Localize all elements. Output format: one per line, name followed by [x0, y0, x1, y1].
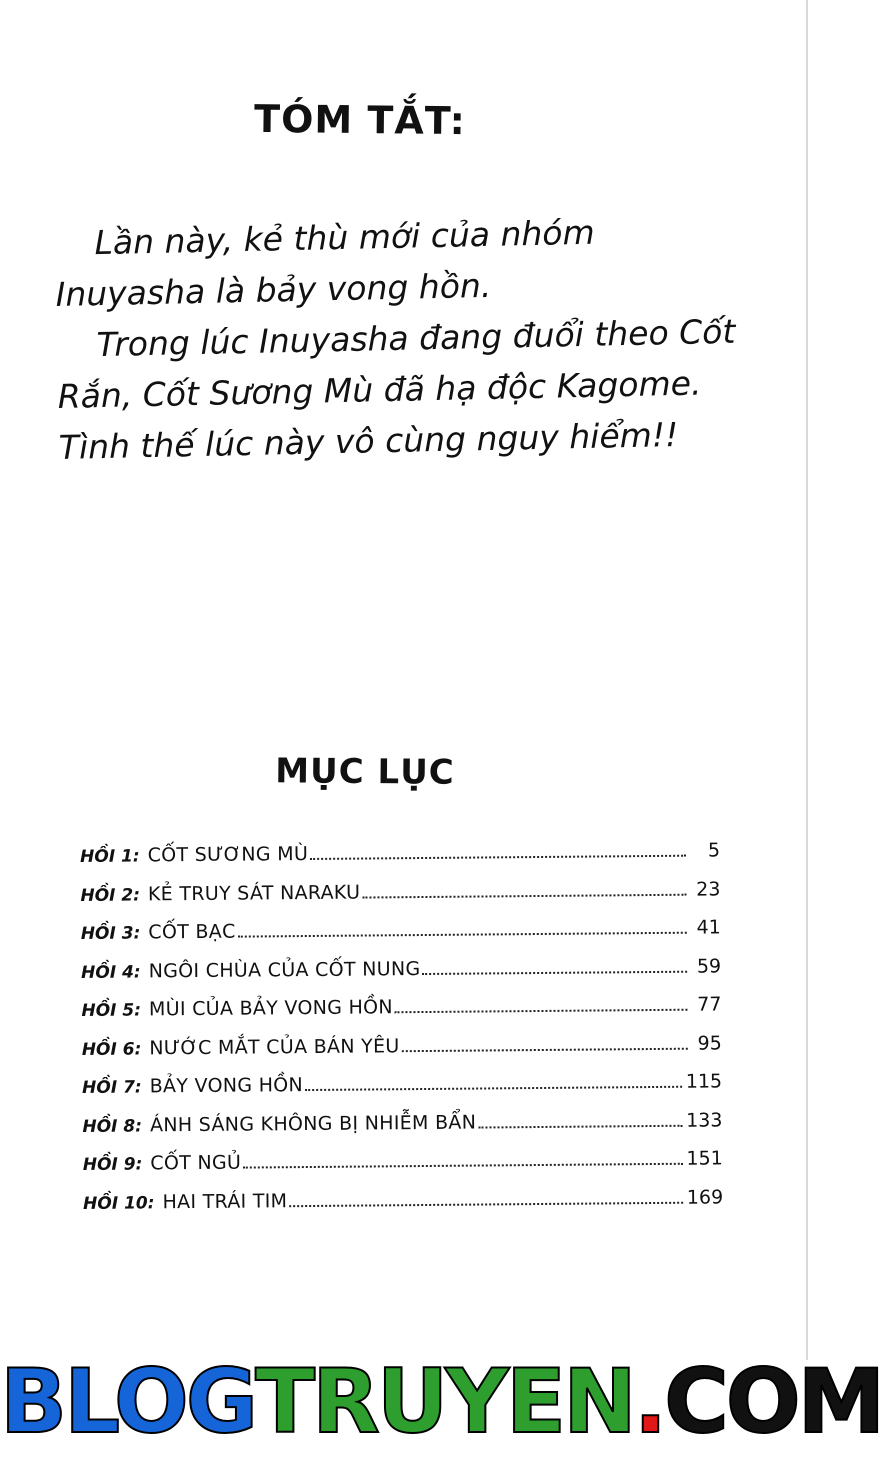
toc-entry-page: 5	[707, 839, 721, 862]
toc-entry-number: HỒI 4:	[81, 961, 141, 983]
toc-entry-title: NƯỚC MẮT CỦA BÁN YÊU	[149, 1034, 400, 1059]
toc-leader-dots	[243, 1163, 682, 1169]
watermark-dot: .	[633, 1350, 665, 1453]
toc-entry-page: 23	[696, 877, 721, 901]
toc-entry	[81, 993, 721, 1037]
toc-entry-page: 95	[697, 1031, 722, 1055]
toc-entry	[80, 839, 720, 883]
toc-leader-dots	[305, 1086, 682, 1091]
toc-entry-title: MÙI CỦA BẢY VONG HỒN	[148, 996, 393, 1021]
toc-entry	[81, 955, 721, 999]
toc-entry-page: 59	[696, 954, 722, 978]
toc-entry-number: HỒI 5:	[81, 1000, 142, 1021]
site-watermark	[0, 1350, 882, 1453]
toc-entry-number: HỒI 9:	[82, 1154, 143, 1175]
summary-body	[54, 204, 749, 473]
toc-entry-number: HỒI 8:	[82, 1115, 143, 1137]
toc-entry	[81, 916, 721, 960]
toc-leader-dots	[362, 893, 686, 898]
toc-entry-number: HỒI 3:	[80, 923, 141, 944]
page-edge-line	[806, 0, 808, 1360]
toc-leader-dots	[310, 855, 686, 860]
toc-entry-number: HỒI 10:	[83, 1192, 155, 1214]
toc-entry-title: KẺ TRUY SÁT NARAKU	[147, 881, 361, 905]
toc-entry-title: NGÔI CHÙA CỦA CỐT NUNG	[148, 957, 421, 982]
toc-leader-dots	[238, 932, 687, 938]
toc-entry	[80, 878, 720, 922]
toc-leader-dots	[478, 1124, 682, 1128]
toc-entry-page: 169	[686, 1185, 724, 1209]
toc-entry-number: HỒI 1:	[80, 846, 140, 867]
toc-entry-number: HỒI 7:	[82, 1077, 142, 1098]
toc-entry-title: CỐT SƯƠNG MÙ	[147, 843, 309, 867]
toc-entry	[83, 1147, 723, 1191]
toc-entry-number: HỒI 6:	[81, 1038, 142, 1060]
toc-entry	[82, 1109, 722, 1153]
toc-entry-page: 115	[685, 1070, 723, 1093]
summary-title: TÓM TẮT:	[253, 96, 467, 144]
toc-entry-title: ÁNH SÁNG KHÔNG BỊ NHIỄM BẨN	[149, 1111, 477, 1136]
toc-entry-page: 151	[686, 1147, 723, 1170]
summary-paragraph: Lần này, kẻ thù mới của nhóm Inuyasha là bảy vong hồn.	[55, 212, 596, 314]
toc-leader-dots	[422, 970, 687, 974]
toc-entry-page: 133	[686, 1108, 723, 1132]
toc-entry-title: CỐT BẠC	[148, 920, 236, 944]
toc-title: MỤC LỤC	[275, 751, 455, 793]
toc-entry-title: CỐT NGỦ	[150, 1151, 242, 1175]
watermark-com: COM	[664, 1350, 882, 1453]
toc-entry	[83, 1186, 723, 1230]
toc-leader-dots	[289, 1201, 683, 1206]
toc-leader-dots	[395, 1009, 688, 1014]
toc-entry	[82, 1032, 722, 1076]
toc-entry-title: BẢY VONG HỒN	[149, 1074, 304, 1098]
table-of-contents	[80, 839, 723, 1230]
watermark-blog: BLOG	[0, 1350, 256, 1453]
watermark-truyen: TRUYEN	[255, 1350, 634, 1453]
toc-entry-page: 77	[697, 993, 722, 1016]
summary-paragraph: Trong lúc Inuyasha đang đuổi theo Cốt Rắn, Cốt Sương Mù đã hạ độc Kagome. Tình thế lúc này vô cùng nguy hiểm!!	[57, 311, 736, 467]
toc-entry-title: HAI TRÁI TIM	[162, 1189, 288, 1213]
toc-entry-number: HỒI 2:	[80, 884, 141, 906]
toc-leader-dots	[402, 1047, 688, 1051]
toc-entry-page: 41	[696, 916, 721, 939]
toc-entry	[82, 1070, 722, 1114]
